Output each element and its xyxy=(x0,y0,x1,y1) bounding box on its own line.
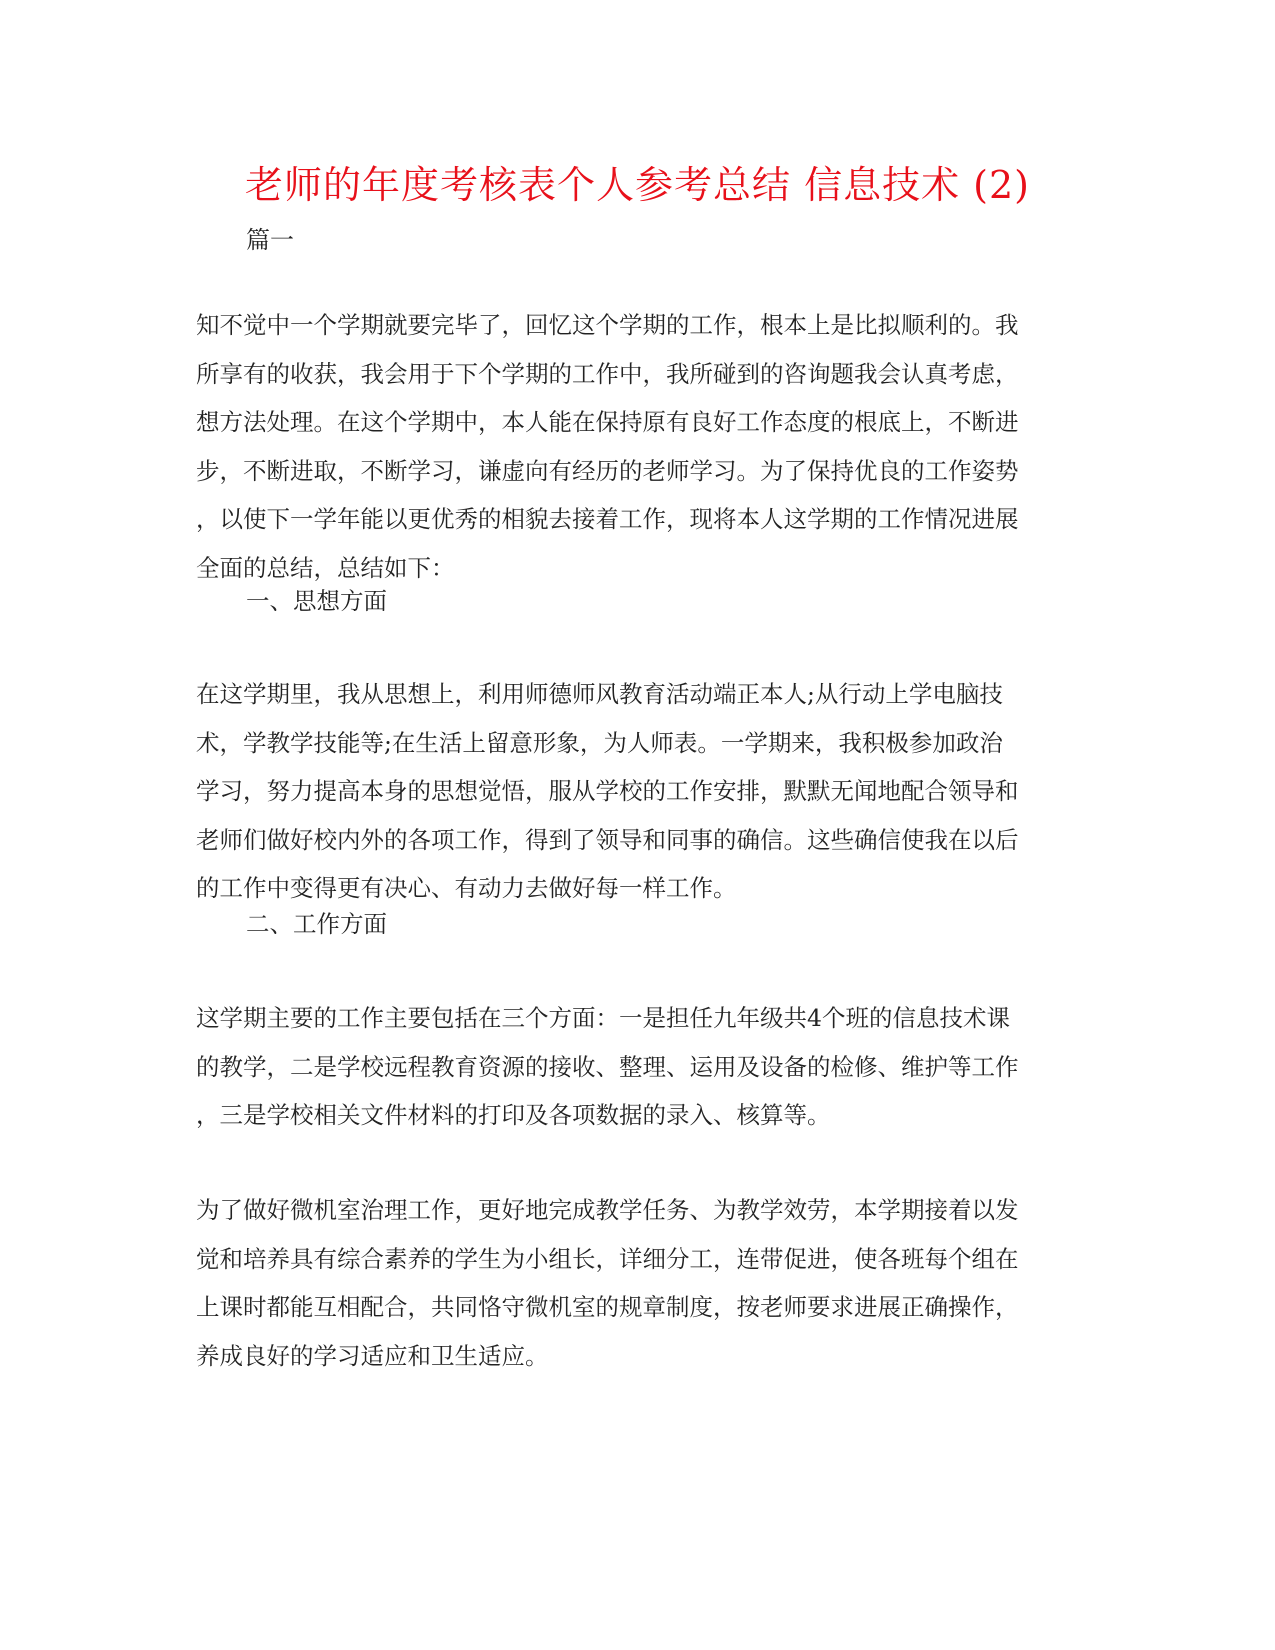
paragraph-line: 这学期主要的工作主要包括在三个方面：一是担任九年级共4个班的信息技术课 xyxy=(196,1004,1010,1032)
section-heading-thought: 一、思想方面 xyxy=(246,587,387,615)
paragraph-2 xyxy=(196,670,1076,913)
paragraph-line: 的教学，二是学校远程教育资源的接收、整理、运用及设备的检修、维护等工作 xyxy=(196,1052,1019,1081)
paragraph-line: 在这学期里，我从思想上，利用师德师风教育活动端正本人;从行动上学电脑技 xyxy=(196,680,1003,708)
paragraph-line: 术，学教学技能等;在生活上留意形象，为人师表。一学期来，我积极参加政治 xyxy=(196,728,1003,757)
paragraph-line: 知不觉中一个学期就要完毕了，回忆这个学期的工作，根本上是比拟顺利的。我 xyxy=(196,311,1019,339)
paragraph-line: 为了做好微机室治理工作，更好地完成教学任务、为教学效劳，本学期接着以发 xyxy=(196,1196,1019,1224)
document-title: 老师的年度考核表个人参考总结 信息技术 (2) xyxy=(245,163,1030,207)
paragraph-line: 所享有的收获，我会用于下个学期的工作中，我所碰到的咨询题我会认真考虑， xyxy=(196,359,1019,388)
paragraph-1 xyxy=(196,301,1076,592)
document-subtitle: 篇一 xyxy=(246,226,294,254)
paragraph-line: 的工作中变得更有决心、有动力去做好每一样工作。 xyxy=(196,874,737,902)
paragraph-line: 想方法处理。在这个学期中，本人能在保持原有良好工作态度的根底上，不断进 xyxy=(196,408,1019,436)
paragraph-3 xyxy=(196,994,1076,1140)
paragraph-4 xyxy=(196,1186,1076,1380)
paragraph-line: 觉和培养具有综合素养的学生为小组长，详细分工，连带促进，使各班每个组在 xyxy=(196,1244,1019,1273)
paragraph-line: 老师们做好校内外的各项工作，得到了领导和同事的确信。这些确信使我在以后 xyxy=(196,825,1019,854)
paragraph-line: ，以使下一学年能以更优秀的相貌去接着工作，现将本人这学期的工作情况进展 xyxy=(196,505,1019,533)
section-heading-work: 二、工作方面 xyxy=(246,910,387,938)
paragraph-line: 养成良好的学习适应和卫生适应。 xyxy=(196,1341,549,1370)
paragraph-line: 上课时都能互相配合，共同恪守微机室的规章制度，按老师要求进展正确操作， xyxy=(196,1293,1019,1321)
paragraph-line: 步，不断进取，不断学习，谦虚向有经历的老师学习。为了保持优良的工作姿势 xyxy=(196,456,1019,485)
paragraph-line: 全面的总结，总结如下： xyxy=(196,553,455,582)
paragraph-line: 学习，努力提高本身的思想觉悟，服从学校的工作安排，默默无闻地配合领导和 xyxy=(196,777,1019,805)
paragraph-line: ，三是学校相关文件材料的打印及各项数据的录入、核算等。 xyxy=(196,1101,831,1129)
